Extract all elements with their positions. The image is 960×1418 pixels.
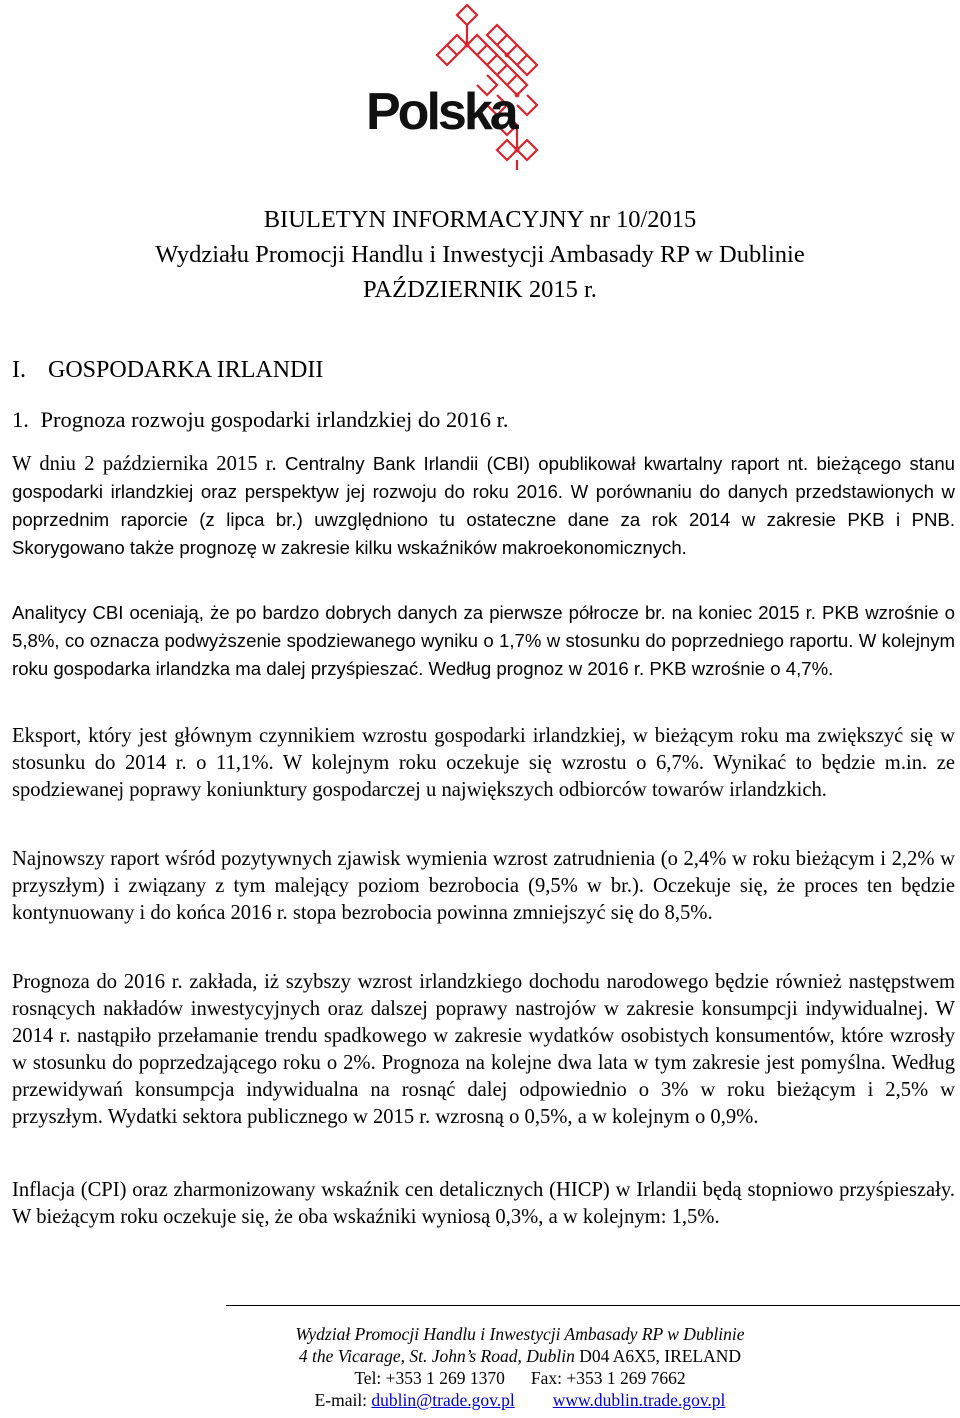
footer-email-link[interactable]: dublin@trade.gov.pl [371,1390,515,1410]
paragraph-export: Eksport, który jest głównym czynnikiem wzrostu gospodarki irlandzkiej, w bieżącym roku ma zwiększyć się w stosunku do 2014 r. o 11,1%. W kolejnym roku oczekuje się wzrostu o 6,7%. Wynikać to będzie m.in. ze spodziewanej poprawy koniunktury gospodarczej u największych odbiorców towarów irlandzkich. [12,725,955,801]
footer-website-link[interactable]: www.dublin.trade.gov.pl [552,1390,726,1410]
footer-contact [220,1389,820,1411]
bulletin-title: BIULETYN INFORMACYJNY nr 10/2015 [263,206,697,233]
paragraph-report-body: Centralny Bank Irlandii (CBI) opublikował kwartalny raport nt. bieżącego stanu gospodarki irlandzkiej oraz perspektyw jej rozwoju do roku 2016. W porównaniu do danych przedstawionych w poprzednim raporcie (z lipca br.) uwzględniono tu ostateczne dane za rok 2014 w zakresie PKB i PNB. Skorygowano także prognozę w zakresie kilku wskaźników makroekonomicznych. [12,453,955,558]
footer-phone-fax [220,1367,820,1389]
section-heading [12,356,323,384]
footer-tel: Tel: +353 1 269 1370 [354,1368,505,1388]
paragraph-employment: Najnowszy raport wśród pozytywnych zjawisk wymienia wzrost zatrudnienia (o 2,4% w roku bieżącym i 2,2% w przyszłym) i związany z tym malejący poziom bezrobocia (9,5% w br.). Oczekuje się, że proces ten będzie kontynuowany i do końca 2016 r. stopa bezrobocia powinna zmniejszyć się do 8,5%. [12,848,955,924]
footer-email-label: E-mail: [314,1390,372,1410]
paragraph-gdp-text: Analitycy CBI oceniają, że po bardzo dobrych danych za pierwsze półrocze br. na koniec 2015 r. PKB wzrośnie o 5,8%, co oznacza podwyższenie spodziewanego wyniku o 1,7% w stosunku do poprzedniego raportu. W kolejnym roku gospodarka irlandzka ma dalej przyśpieszać. Według prognoz w 2016 r. PKB wzrośnie o 4,7%. [12,602,955,679]
logo-text: Polska [366,83,516,141]
bulletin-date: PAŹDZIERNIK 2015 r. [363,276,597,303]
paragraph-consumption: Prognoza do 2016 r. zakłada, iż szybszy wzrost irlandzkiego dochodu narodowego będzie również następstwem rosnących nakładów inwestycyjnych oraz dalszej poprawy nastrojów w zakresie konsumpcji indywidualnej. W 2014 r. nastąpiło przełamanie trendu spadkowego w zakresie wydatków osobistych konsumentów, które wzrosły w stosunku do poprzedzającego roku o 2%. Prognoza na kolejne dwa lata w tym zakresie jest pomyślna. Według przewidywań konsumpcja indywidualna na rosnąć dalej odpowiednio o 3% w roku bieżącym i 2,5% w przyszłym. Wydatki sektora publicznego w 2015 r. wzrosną o 0,5%, a w kolejnym o 0,9%. [12,971,955,1128]
section-title: GOSPODARKA IRLANDII [48,357,324,383]
paragraph-gdp-forecast [12,599,955,683]
bulletin-subtitle: Wydziału Promocji Handlu i Inwestycji Ambasady RP w Dublinie [155,241,805,268]
subsection-number: 1. [12,407,29,432]
footer-postcode: D04 A6X5, IRELAND [574,1346,742,1366]
paragraph-report-date: W dniu 2 października 2015 r. [12,453,277,475]
subsection-title: Prognoza rozwoju gospodarki irlandzkiej do 2016 r. [40,407,509,432]
footer-organization: Wydział Promocji Handlu i Inwestycji Ambasady RP w Dublinie [295,1324,745,1344]
paragraph-inflation: Inflacja (CPI) oraz zharmonizowany wskaźnik cen detalicznych (HICP) w Irlandii będą stopniowo przyśpieszały. W bieżącym roku oczekuje się, że oba wskaźniki wyniosą 0,3%, a w kolejnym: 1,5%. [12,1179,955,1228]
paragraph-report-intro [12,450,955,562]
footer-fax: Fax: +353 1 269 7662 [530,1368,686,1388]
footer-street: 4 the Vicarage, St. John’s Road, Dublin [298,1346,575,1366]
footer-divider [226,1305,960,1306]
footer-address [220,1345,820,1367]
subsection-heading [12,406,509,434]
section-number: I. [12,357,26,383]
